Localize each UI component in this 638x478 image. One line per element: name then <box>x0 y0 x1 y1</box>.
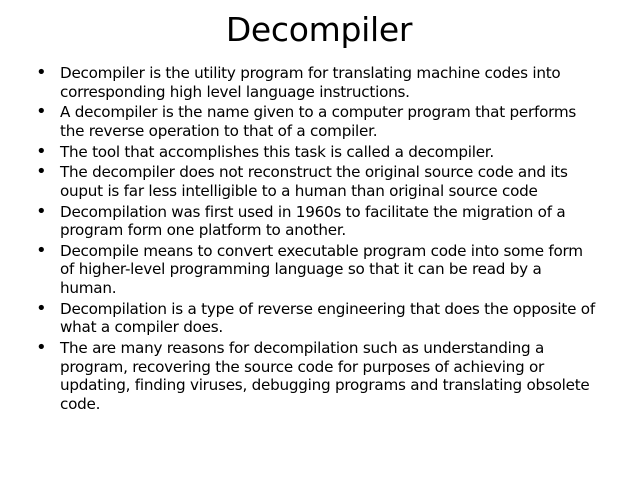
bullet-item <box>36 297 596 337</box>
bullet-list <box>36 64 596 415</box>
bullet-text: Decompilation is a type of reverse engineering that does the opposite of what a compiler does. <box>60 299 595 337</box>
bullet-item <box>36 339 596 413</box>
bullet-text: A decompiler is the name given to a computer program that performs the reverse operation to that of a compiler. <box>60 103 577 140</box>
bullet-item <box>36 200 596 240</box>
bullet-icon: • <box>36 161 47 183</box>
bullet-icon: • <box>36 101 47 123</box>
bullet-text: The are many reasons for decompilation such as understanding a program, recovering the source code for purposes of achieving or updating, finding viruses, debugging programs and translating obsolete code. <box>60 339 590 413</box>
bullet-text: The decompiler does not reconstruct the original source code and its ouput is far less intelligible to a human than original source code <box>60 163 568 200</box>
bullet-icon: • <box>36 297 47 319</box>
bullet-icon: • <box>36 140 47 162</box>
bullet-text: Decompilation was first used in 1960s to facilitate the migration of a program form one platform to another. <box>60 202 566 240</box>
bullet-text: The tool that accomplishes this task is called a decompiler. <box>60 142 494 161</box>
bullet-text: Decompile means to convert executable program code into some form of higher-level programming language so that it can be read by a human. <box>60 241 583 297</box>
bullet-icon: • <box>36 62 47 83</box>
bullet-item <box>36 239 596 298</box>
bullet-text: Decompiler is the utility program for translating machine codes into corresponding high level language instructions. <box>60 64 561 101</box>
bullet-icon: • <box>36 239 47 261</box>
bullet-icon: • <box>36 337 47 359</box>
bullet-item <box>36 140 596 162</box>
bullet-item <box>36 103 596 140</box>
bullet-icon: • <box>36 200 47 222</box>
bullet-item <box>36 163 596 200</box>
slide-title: Decompiler <box>225 10 413 49</box>
bullet-item <box>36 64 596 101</box>
